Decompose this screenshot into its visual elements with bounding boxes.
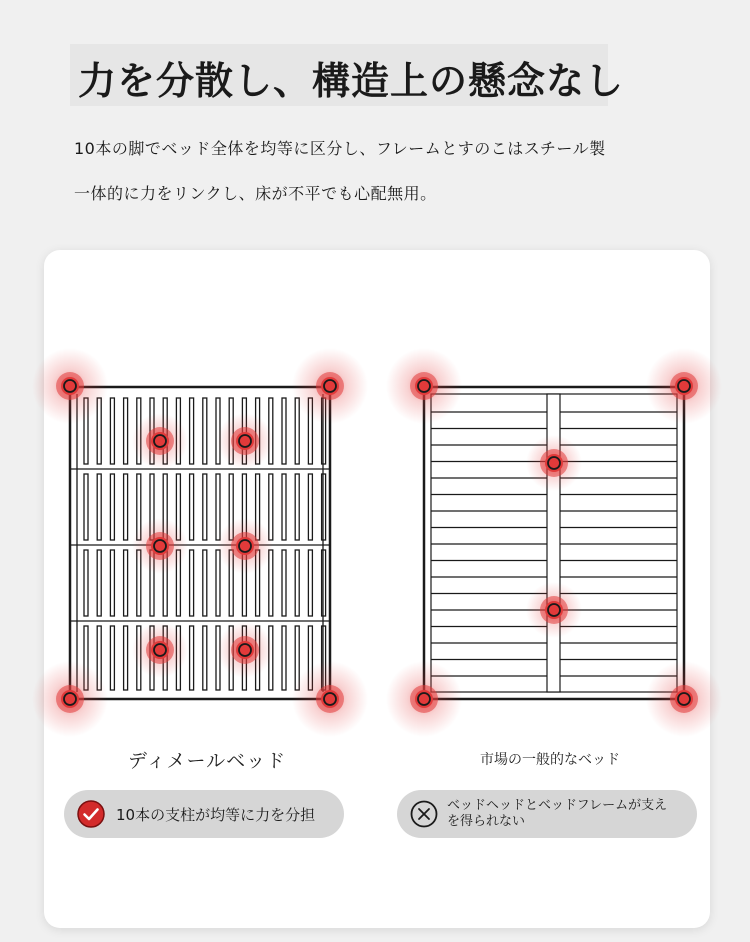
left-slat (97, 550, 101, 616)
dimel-bed-diagram (32, 348, 368, 737)
left-slat (124, 550, 128, 616)
left-slat (190, 474, 194, 540)
left-slat (110, 474, 114, 540)
left-slat (282, 474, 286, 540)
support-point (386, 348, 462, 424)
support-point (646, 348, 722, 424)
support-point (32, 661, 108, 737)
left-slat (203, 474, 207, 540)
common-bed-diagram (386, 348, 722, 737)
support-point (646, 661, 722, 737)
left-slat (124, 474, 128, 540)
left-slat (84, 474, 88, 540)
left-slat (295, 398, 299, 464)
left-slat (190, 398, 194, 464)
left-slat (190, 550, 194, 616)
support-point (132, 622, 188, 678)
left-slat (203, 626, 207, 690)
support-point (526, 435, 582, 491)
page-title: 力を分散し、構造上の懸念なし (78, 59, 625, 103)
support-point (32, 348, 108, 424)
check-circle-icon (76, 799, 106, 829)
left-slat (84, 550, 88, 616)
support-point (386, 661, 462, 737)
support-point (526, 582, 582, 638)
left-bed-dividers (70, 394, 330, 692)
x-circle-icon (409, 799, 439, 829)
left-slat (295, 474, 299, 540)
left-feature-badge (64, 790, 344, 838)
left-bed-slats (84, 398, 326, 690)
left-slat (97, 474, 101, 540)
support-point (292, 348, 368, 424)
left-slat (308, 474, 312, 540)
support-point (217, 518, 273, 574)
left-slat (110, 550, 114, 616)
left-feature-text: 10本の支柱が均等に力を分担 (116, 805, 316, 824)
left-slat (124, 398, 128, 464)
left-slat (282, 398, 286, 464)
right-caption: 市場の一般的なベッド (480, 752, 620, 768)
left-bed-frame (70, 387, 330, 699)
left-slat (203, 550, 207, 616)
left-slat (282, 550, 286, 616)
left-caption: ディメールベッド (128, 750, 287, 772)
left-slat (124, 626, 128, 690)
left-slat (308, 550, 312, 616)
support-point (217, 413, 273, 469)
left-slat (269, 550, 273, 616)
left-slat (203, 398, 207, 464)
right-feature-text: ベッドヘッドとベッドフレームが支えを得られない (447, 798, 668, 829)
left-slat (295, 550, 299, 616)
support-point (217, 622, 273, 678)
left-support-points (32, 348, 368, 737)
left-slat (216, 550, 220, 616)
right-feature-badge (397, 790, 697, 838)
left-slat (282, 626, 286, 690)
left-slat (110, 626, 114, 690)
left-slat (216, 474, 220, 540)
support-point (132, 413, 188, 469)
left-slat (269, 474, 273, 540)
support-point (292, 661, 368, 737)
support-point (132, 518, 188, 574)
left-slat (190, 626, 194, 690)
left-slat (110, 398, 114, 464)
description-line-2: 一体的に力をリンクし、床が不平でも心配無用。 (74, 184, 437, 203)
description-line-1: 10本の脚でベッド全体を均等に区分し、フレームとすのこはスチール製 (74, 139, 606, 158)
